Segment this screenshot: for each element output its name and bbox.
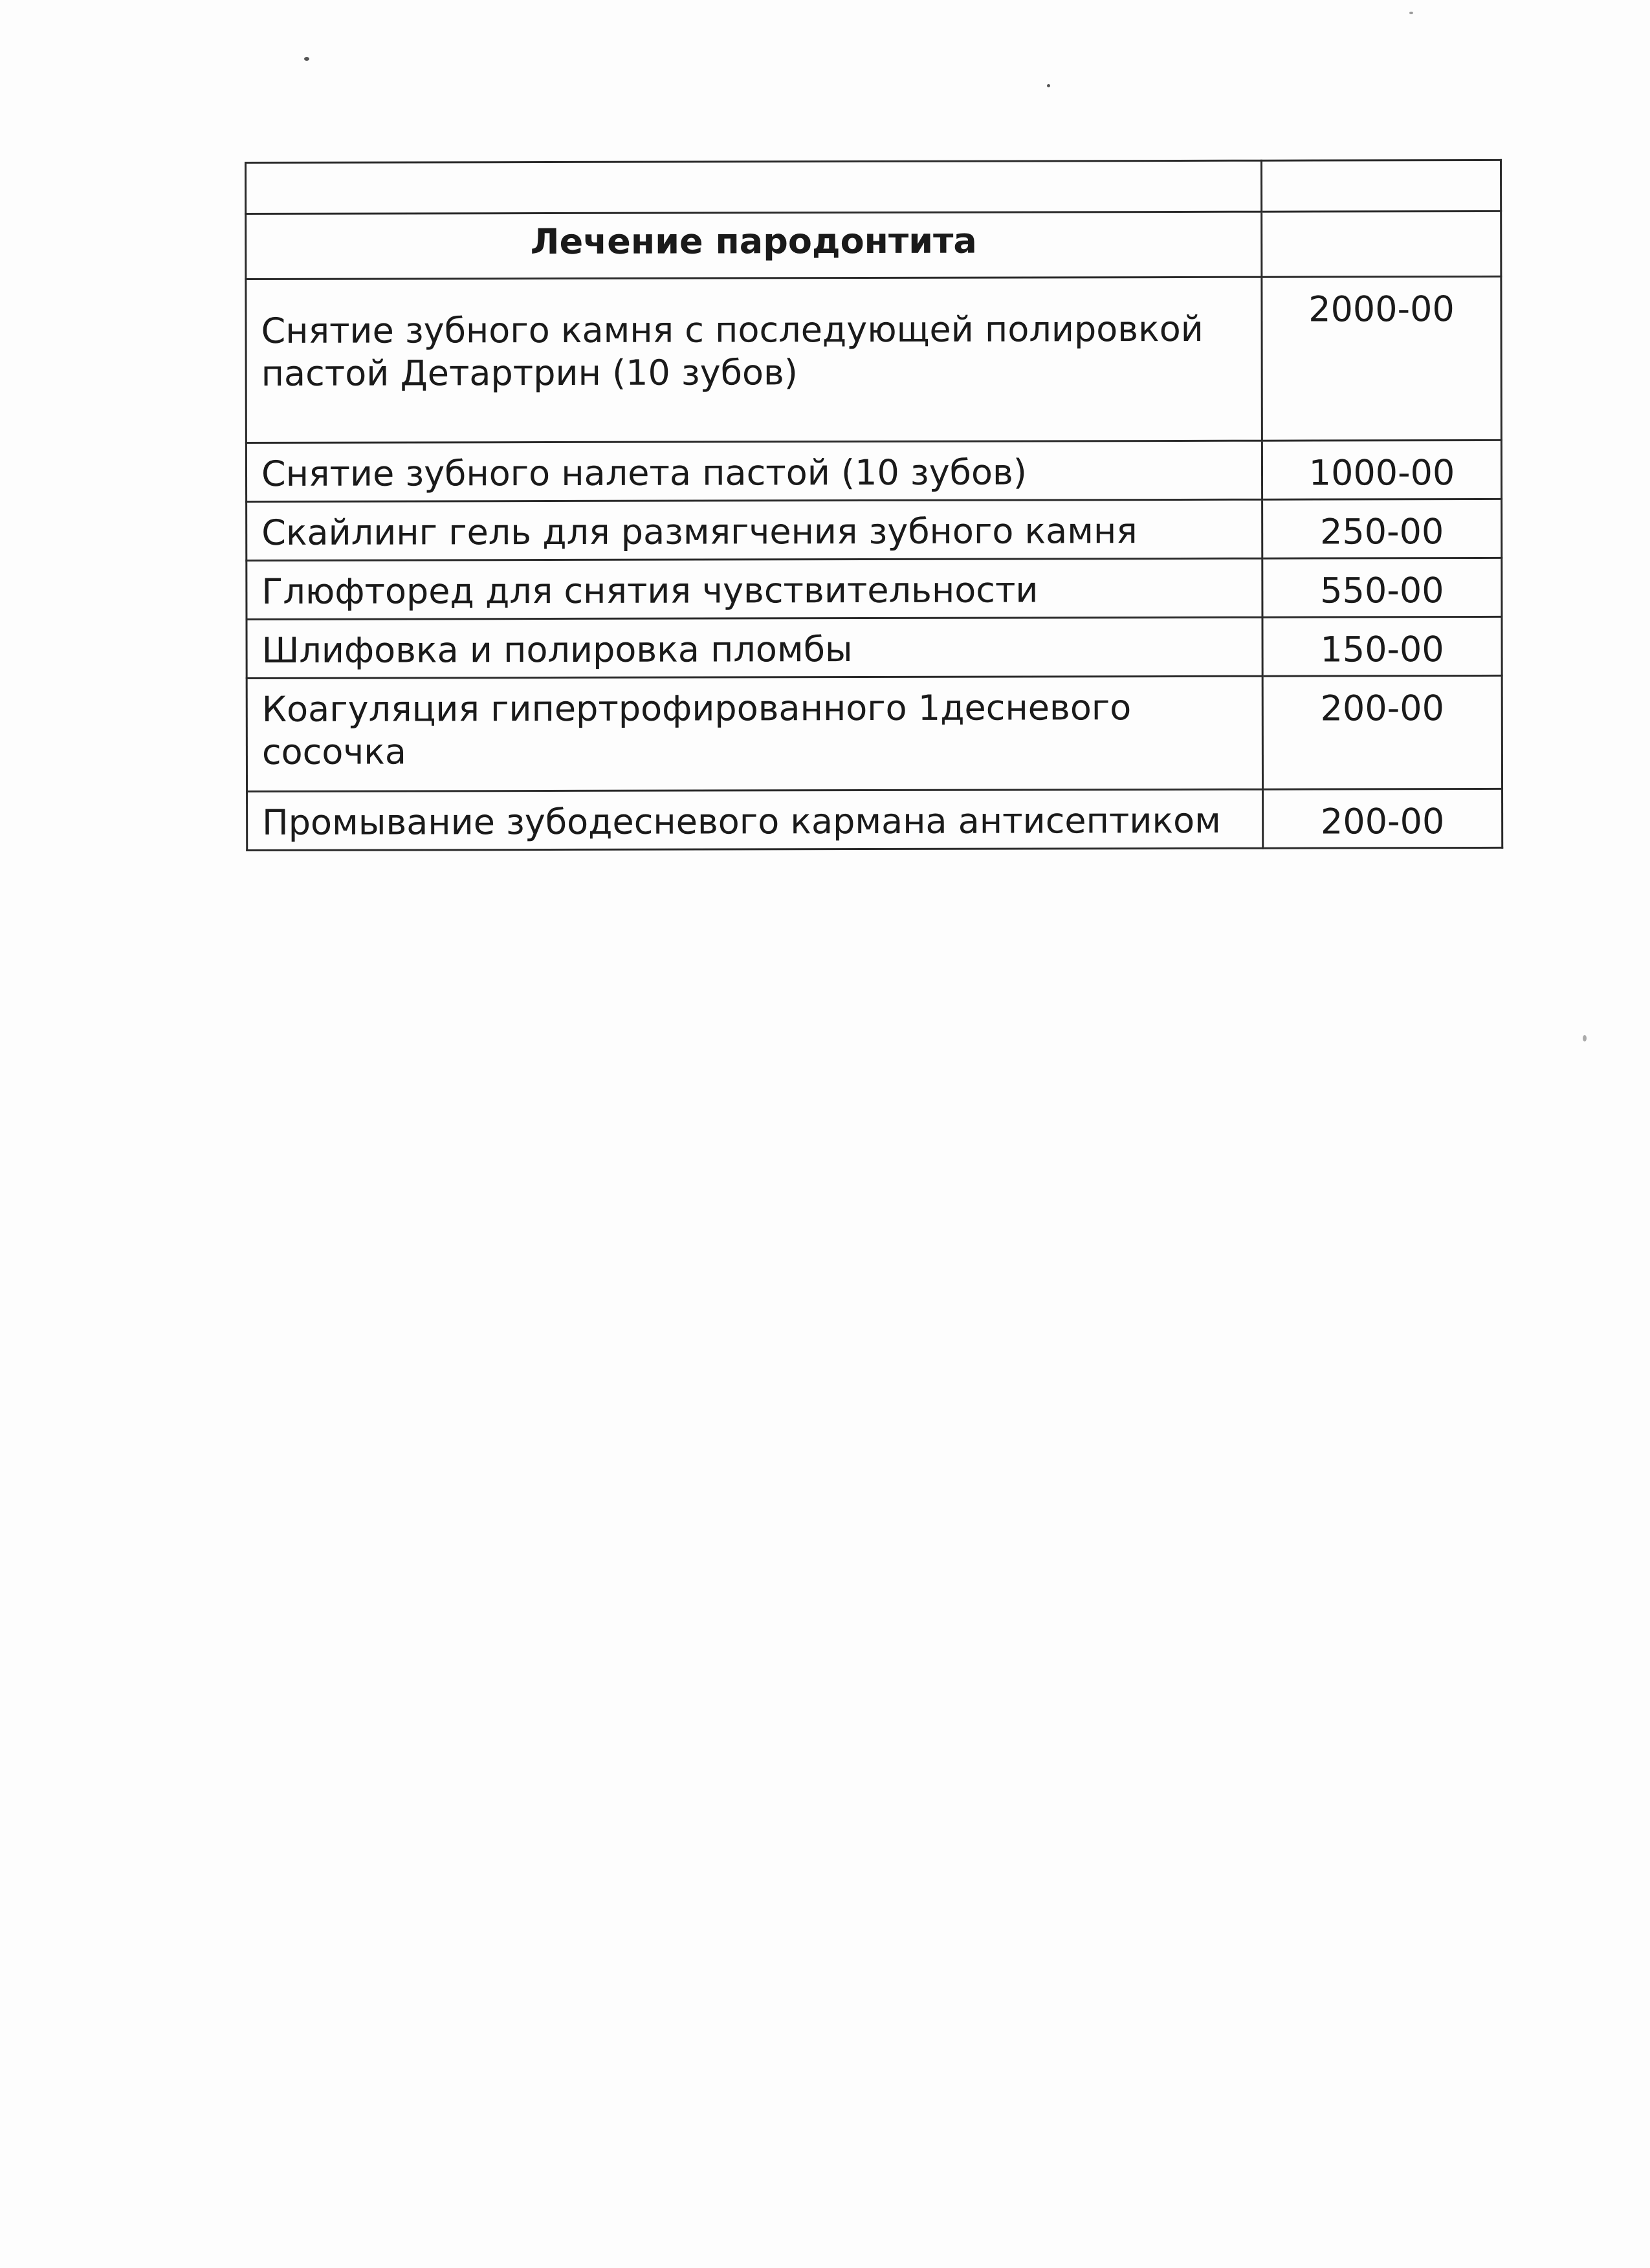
- service-price: 250-00: [1262, 499, 1502, 558]
- table-row: [246, 276, 1502, 442]
- service-name: Коагуляция гипертрофированного 1десневого сосочка: [247, 676, 1262, 791]
- empty-cell: [1261, 160, 1501, 212]
- service-name: Скайлинг гель для размягчения зубного камня: [247, 499, 1262, 560]
- table-row: [247, 558, 1502, 619]
- scan-speck: [1409, 12, 1413, 14]
- section-title: Лечение пародонтита: [246, 212, 1262, 279]
- table-row-section-title: [246, 211, 1501, 279]
- service-price: 200-00: [1262, 675, 1502, 789]
- service-name: Снятие зубного камня с последующей полировкой пастой Детартрин (10 зубов): [246, 277, 1262, 442]
- table-row: [247, 499, 1502, 560]
- service-name: Шлифовка и полировка пломбы: [247, 617, 1262, 678]
- table-row: [247, 789, 1502, 850]
- scan-speck: [1047, 84, 1050, 87]
- empty-cell: [246, 160, 1262, 213]
- service-price: 200-00: [1263, 789, 1502, 848]
- service-price: 550-00: [1262, 558, 1502, 617]
- scan-speck: [304, 57, 309, 61]
- service-price: 1000-00: [1262, 440, 1501, 499]
- service-price: 2000-00: [1262, 276, 1502, 441]
- price-table: [245, 159, 1503, 851]
- service-name: Глюфторед для снятия чувствительности: [247, 558, 1262, 619]
- table-row: [247, 675, 1502, 791]
- empty-cell: [1262, 211, 1501, 277]
- table-row-empty: [246, 160, 1501, 213]
- scan-speck: [1583, 1035, 1587, 1041]
- table-row: [246, 440, 1501, 501]
- table-row: [247, 616, 1502, 678]
- service-name: Промывание зубодесневого кармана антисептиком: [247, 789, 1263, 850]
- service-price: 150-00: [1262, 616, 1502, 676]
- service-name: Снятие зубного налета пастой (10 зубов): [246, 441, 1262, 501]
